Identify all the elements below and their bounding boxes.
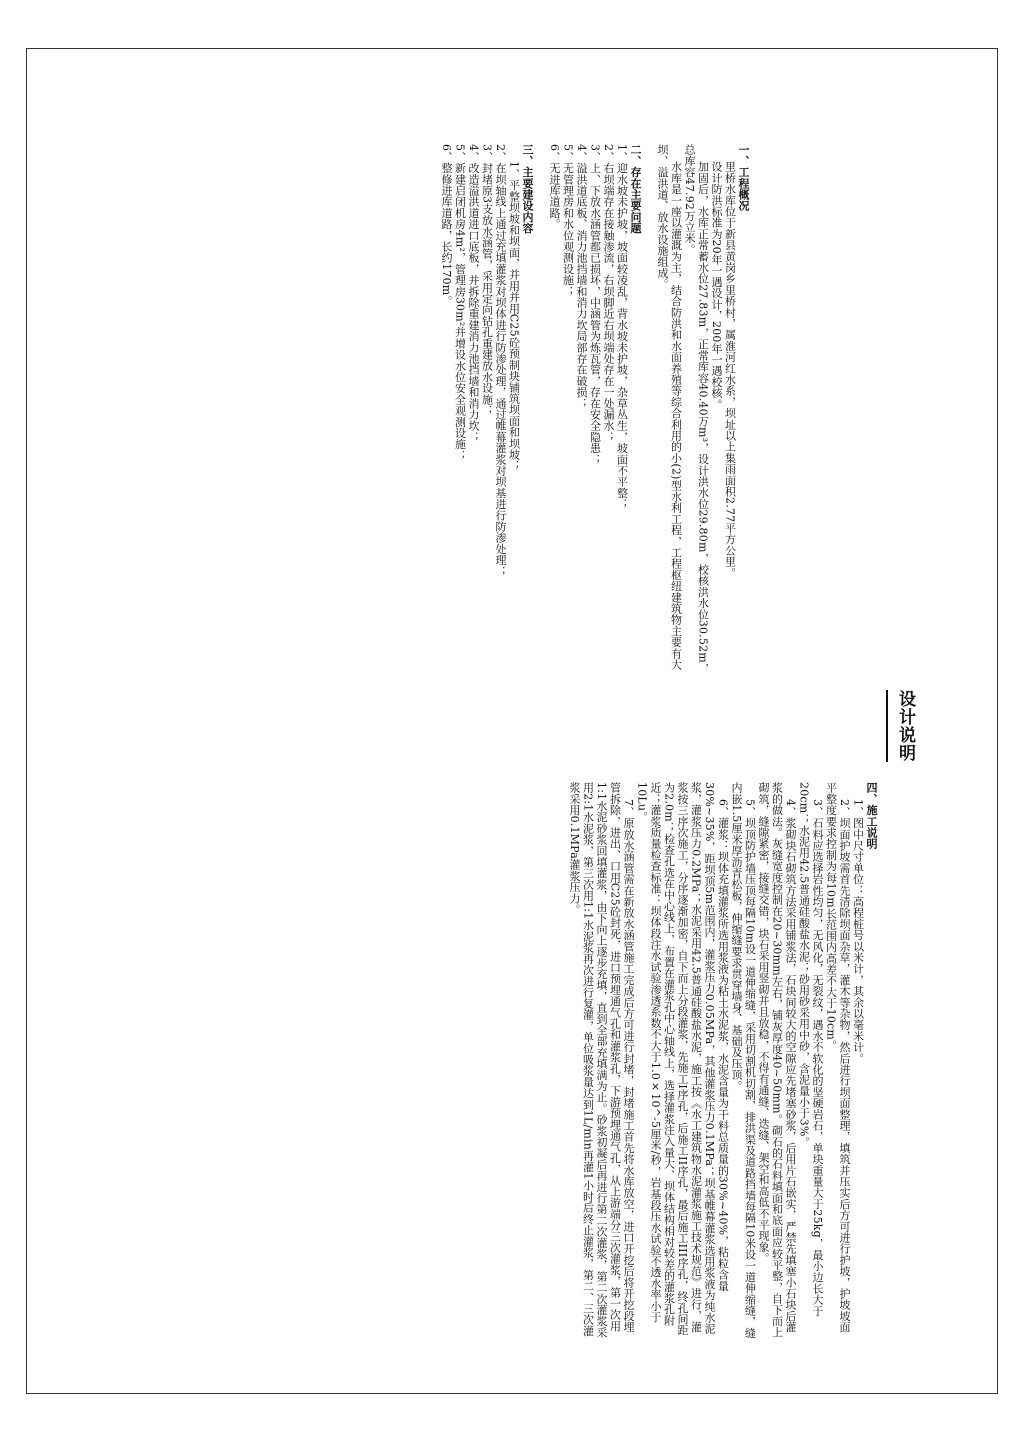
section1-paragraph: 设计防洪标准为20年一遇设计，200年一遇校核。 [710, 160, 723, 410]
section2-item: 3、上、下放水涵管都已损坏，中涵管为炼瓦管，存在安全隐患； [588, 144, 602, 465]
section4-heading: 四、施工说明 [865, 782, 878, 850]
section3-item: 6、整修进库道路，长约170m。 [440, 144, 453, 307]
spacer [534, 144, 548, 684]
section3-item: 1、平整坝坡和坝面，并用并用C25砼预制块铺筑坝面和坝坡； [507, 160, 521, 471]
section3-item: 5、新建启闭机房4m²，管理房30m²并增设水位安全观测设施； [453, 144, 467, 461]
section1-paragraph: 加固后，水库正常蓄水位27.83m，正常库容40.40万m³，设计洪水位29.80m，校核洪水位30.52m，总库容47.92万立米。 [683, 144, 710, 674]
spacer [642, 144, 656, 684]
section2-item: 2、右坝端存在接触渗流，右坝脚近右坝端处存在一处漏水； [602, 144, 615, 443]
section4-item: 5、坝顶防护墙压顶每隔10m设一道伸缩缝，采用切割机切割，排洪渠及道路挡墙每隔10米设一道伸缩缝，缝内嵌1.5厘米厚沥青松板，伸缩缝要求贯穿墙身、基础及压顶。 [730, 782, 757, 1338]
section2-item: 5、无管理房和水位观测设施； [561, 144, 575, 297]
section4-item: 4、浆砌块石砌筑方法采用铺浆法，石块间较大的空隙应先堵塞砂浆，后用片石嵌实，严禁先填塞小石块后灌浆的做法。灰缝宽度控制在20~30mm左右，铺灰厚度40~50mm。砌石的石料填面和底面应较平整，自下而上砌筑，缝隙紧密，接缝交错，块石采用竖砌并且放稳，不得有通缝、迭缝、架空和高低不平现象。 [757, 782, 797, 1338]
section4-item: 6、灌浆：坝体充填灌浆所选用浆液为粘土水泥浆，水泥含量为干料总质量的30%~40%，粘粒含量30%~35%，距坝顶5m范围内，灌浆压力0.05MPa，其他灌浆压力0.1MPa；坝基帷幕灌浆选用浆液为纯水泥浆，灌浆压力0.2MPa；水泥采用42.5普通硅酸盐水泥，施工按《水工建筑物水泥灌浆施工技术规范》进行，灌浆按三序次施工，分序逐渐加密，自下而上分段灌浆，先施工I序孔，后施工II序孔，最后施工III序孔，终孔间距为2.0m；检查孔选在中心线上，布置在灌浆孔中心轴线上，选择灌浆注入量大、坝体结构相对较差的灌浆孔附近；灌浆质量检查标准：坝体段注水试验渗透系数不大于1.0×10^-5厘米/秒，岩基段压水试验不透水率小于10Lu。 [635, 782, 730, 1336]
section3-heading: 三、主要建设内容 [521, 144, 534, 234]
section3-item: 2、在坝轴线上通过充填灌浆对坝体进行防渗处理，通过帷幕灌浆对坝基进行防渗处理； [494, 144, 507, 577]
section2-item: 6、无进库道路。 [548, 144, 561, 230]
section1-paragraph: 水库是一座以灌溉为主，结合防洪和水面养殖等综合利用的小(2)型水利工程，工程枢纽建筑物主要有大坝、溢洪道、放水设施组成。 [656, 144, 683, 670]
section-overview [232, 144, 750, 684]
section1-heading: 一、工程概况 [737, 144, 750, 212]
page-title: 设计说明 [886, 690, 916, 762]
section4-item: 2、坝面护坡需首先清除坝面杂草，灌木等杂物，然后进行坝面整理，填筑并压实后方可进行护坡，护坡坡面平整度要求控制为每10m长范围内高差不大于10cm。 [824, 782, 851, 1333]
section3-item: 3、封堵原3支放水涵管，采用定向钻孔重建放水设施； [480, 144, 494, 416]
section4-item: 1、图中尺寸单位：高程桩号以米计，其余以毫米计。 [851, 798, 865, 1064]
section2-item: 1、迎水坡未护坡，坡面较凌乱，背水坡未护坡，杂草丛生，坡面不平整； [615, 144, 629, 510]
section2-heading: 二、存在主要问题 [629, 144, 642, 234]
section-construction-notes [236, 782, 878, 1342]
section4-item: 3、石料应选择岩性均匀，无风化，无裂纹，遇水不软化的坚硬岩石，单块重量大于25kg，最小边长大于20cm；水泥用42.5普通硅酸盐水泥；砂用砂采用中砂，含泥量小于3%。 [797, 782, 824, 1316]
section3-item: 4、改造溢洪道进口底板，并拆除重建消力池挡墙和消力坎； [467, 144, 480, 443]
section2-item: 4、溢洪道底板、消力池挡墙和消力坎局部存在破损； [575, 144, 588, 409]
section1-paragraph: 里桥水库位于新县黄岗乡里桥村，属淮河红水系，坝址以上集雨面积2.77平方公里。 [723, 160, 737, 578]
section4-item: 7、原放水涵管需在新放水涵管施工完成后方可进行封堵，封堵施工首先将水库放空，进口开挖后将开挖段埋管拆除，进出、口用C25砼封死，进口预埋通气孔和灌浆孔，下游预埋通气孔，从上游端分三次灌浆，第一次用1:1水泥砂浆回填灌浆，由下向上逐步充填，直到全部充填满为止。砂浆初凝后再进行第二次灌浆，第二次灌浆采用2:1水泥浆，第三次用1:1水泥浆再次进行复灌，单位吸浆量达到1L/min再灌1小时后终止灌浆，第二、三次灌浆采用0.1MPa灌浆压力。 [568, 782, 635, 1338]
